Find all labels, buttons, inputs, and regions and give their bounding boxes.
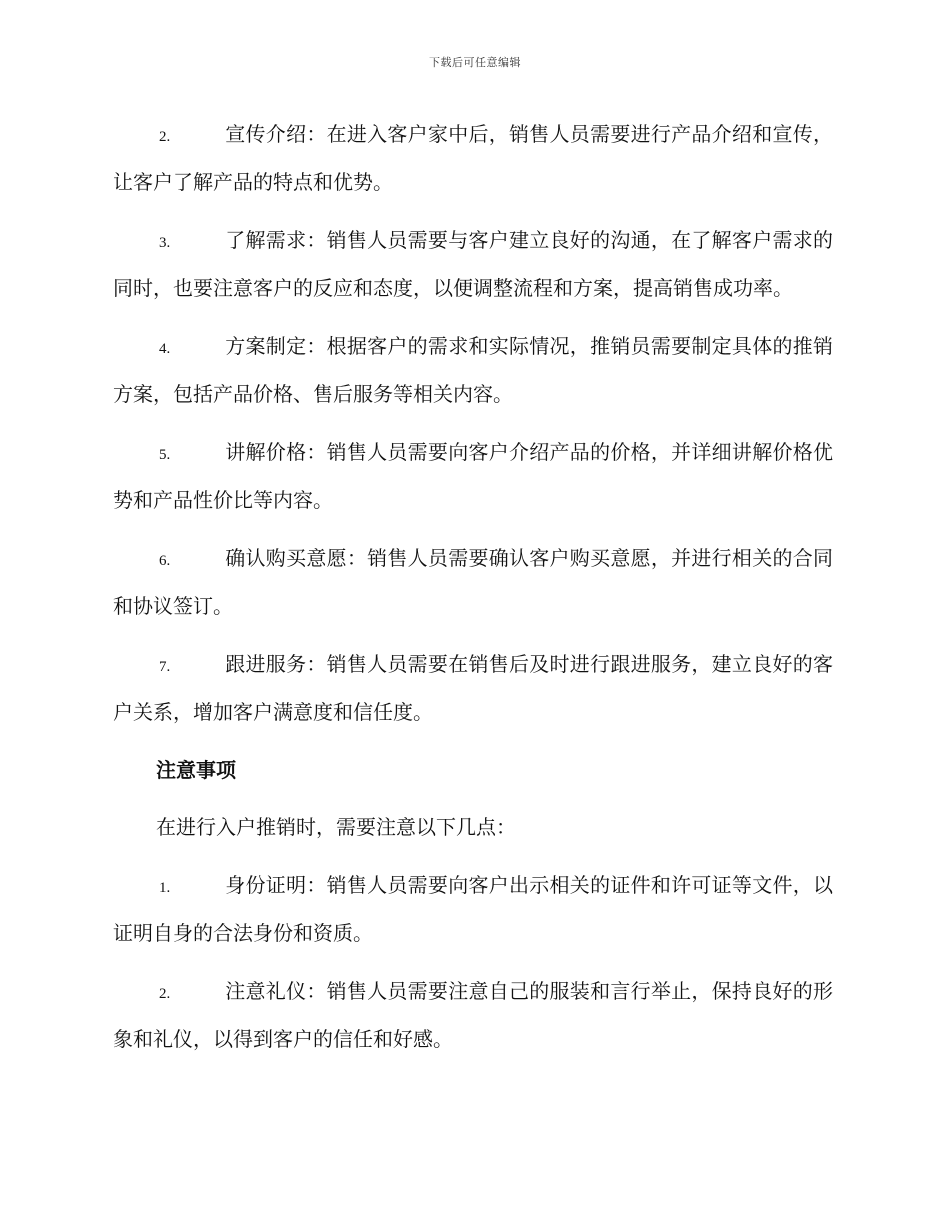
list-item-text: 讲解价格：销售人员需要向客户介绍产品的价格，并详细讲解价格优势和产品性价比等内容。 — [113, 440, 833, 512]
list-item-number: 6. — [159, 553, 171, 569]
list-item — [113, 112, 833, 205]
list-item-number: 5. — [159, 447, 171, 463]
list-item-number: 2. — [159, 129, 171, 145]
list-item-number: 7. — [159, 659, 171, 675]
section-heading: 注意事项 — [156, 758, 236, 782]
document-body — [113, 112, 833, 1075]
list-item-number: 4. — [159, 341, 171, 357]
list-item — [113, 324, 833, 417]
list-item — [113, 863, 833, 956]
list-item — [113, 536, 833, 629]
page-header: 下载后可任意编辑 — [429, 56, 521, 69]
list-item-text: 方案制定：根据客户的需求和实际情况，推销员需要制定具体的推销方案，包括产品价格、售后服务等相关内容。 — [113, 334, 833, 406]
list-item-number: 3. — [159, 235, 171, 251]
list-item-number: 2. — [159, 986, 171, 1002]
list-item — [113, 218, 833, 311]
list-item — [113, 642, 833, 735]
list-item-text: 了解需求：销售人员需要与客户建立良好的沟通，在了解客户需求的同时，也要注意客户的反应和态度，以便调整流程和方案，提高销售成功率。 — [113, 228, 833, 300]
list-item-text: 跟进服务：销售人员需要在销售后及时进行跟进服务，建立良好的客户关系，增加客户满意度和信任度。 — [113, 652, 833, 724]
list-item-text: 身份证明：销售人员需要向客户出示相关的证件和许可证等文件，以证明自身的合法身份和资质。 — [113, 873, 833, 945]
list-item-text: 注意礼仪：销售人员需要注意自己的服装和言行举止，保持良好的形象和礼仪，以得到客户的信任和好感。 — [113, 979, 833, 1051]
list-item-text: 宣传介绍：在进入客户家中后，销售人员需要进行产品介绍和宣传，让客户了解产品的特点和优势。 — [113, 122, 833, 194]
list-item — [113, 969, 833, 1062]
section-intro: 在进行入户推销时，需要注意以下几点： — [156, 815, 516, 839]
list-item — [113, 430, 833, 523]
list-item-text: 确认购买意愿：销售人员需要确认客户购买意愿，并进行相关的合同和协议签订。 — [113, 546, 833, 618]
list-item-number: 1. — [159, 880, 171, 896]
